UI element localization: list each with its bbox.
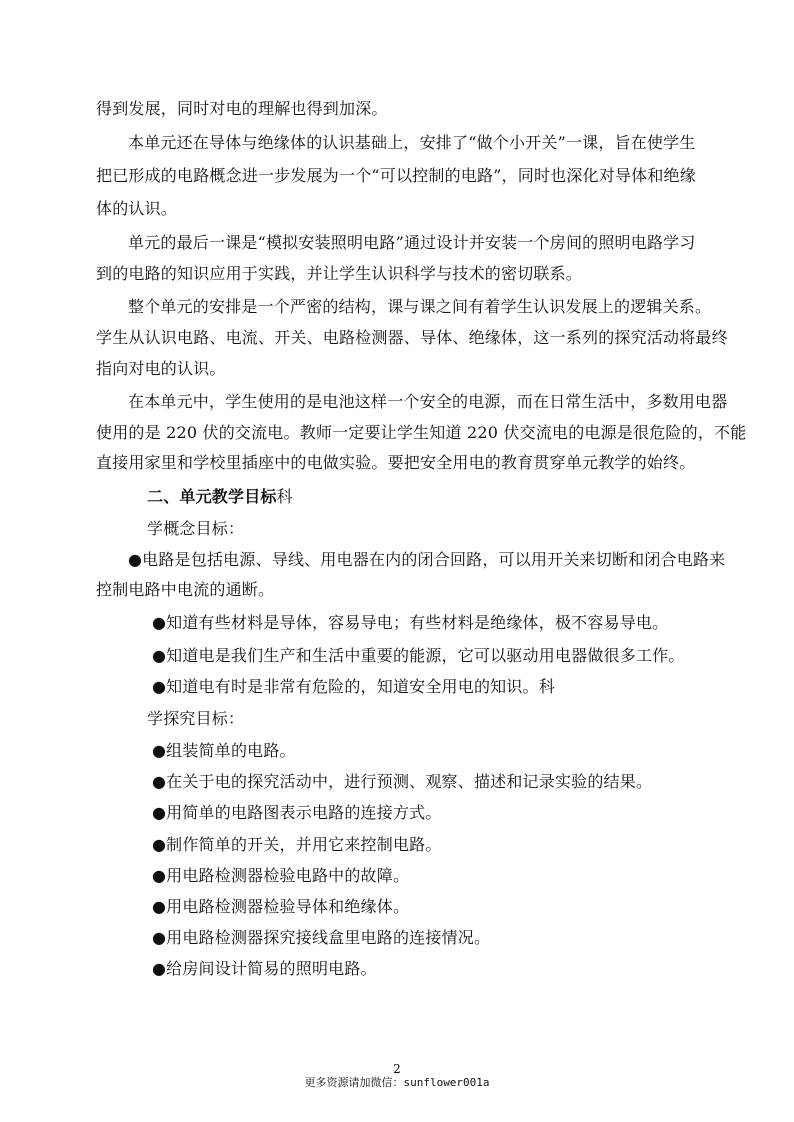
section-heading-suffix: 科 [276,487,293,506]
paragraph-1-line-3: 体的认识。 [96,199,178,218]
inquiry-item-2: ●在关于电的探究活动中，进行预测、观察、描述和记录实验的结果。 [152,772,653,791]
inquiry-item-7: ●用电路检测器探究接线盒里电路的连接情况。 [152,928,491,947]
inquiry-goals-label: 学探究目标： [147,709,245,728]
paragraph-2-line-1: 单元的最后一课是“模拟安装照明电路”通过设计并安装一个房间的照明电路学习 [128,233,696,252]
concept-item-4: ●知道电有时是非常有危险的，知道安全用电的知识。科 [152,677,555,696]
paragraph-1-line-1: 本单元还在导体与绝缘体的认识基础上，安排了“做个小开关”一课，旨在使学生 [128,133,696,152]
page-number: 2 [393,1062,401,1076]
inquiry-item-6: ●用电路检测器检验导体和绝缘体。 [152,897,410,916]
concept-item-1-line-1: ●电路是包括电源、导线、用电器在内的闭合回路，可以用开关来切断和闭合电路来 [128,550,726,569]
paragraph-4-line-2: 使用的是 220 伏的交流电。教师一定要让学生知道 220 伏交流电的电源是很危险的，不能 [96,423,747,442]
inquiry-item-1: ●组装简单的电路。 [152,741,296,760]
concept-item-2: ●知道有些材料是导体，容易导电；有些材料是绝缘体，极不容易导电。 [152,613,669,632]
paragraph-4-line-3: 直接用家里和学校里插座中的电做实验。要把安全用电的教育贯穿单元教学的始终。 [96,453,696,472]
paragraph-3-line-3: 指向对电的认识。 [96,359,226,378]
paragraph-3-line-1: 整个单元的安排是一个严密的结构，课与课之间有着学生认识发展上的逻辑关系。 [128,297,712,316]
section-heading [147,487,293,507]
section-heading-text: 二、单元教学目标 [147,487,277,506]
footer-note: 更多资源请加微信：sunflower001a [304,1076,490,1089]
inquiry-item-4: ●制作简单的开关，并用它来控制电路。 [152,835,442,854]
concept-goals-label: 学概念目标： [147,519,245,538]
paragraph-0-line-1: 得到发展，同时对电的理解也得到加深。 [96,99,388,118]
inquiry-item-3: ●用简单的电路图表示电路的连接方式。 [152,803,442,822]
paragraph-3-line-2: 学生从认识电路、电流、开关、电路检测器、导体、绝缘体，这一系列的探究活动将最终 [96,328,728,347]
paragraph-4-line-1: 在本单元中，学生使用的是电池这样一个安全的电源，而在日常生活中，多数用电器 [128,392,728,411]
concept-item-1-line-2: 控制电路中电流的通断。 [96,580,275,599]
paragraph-1-line-2: 把已形成的电路概念进一步发展为一个“可以控制的电路”，同时也深化对导体和绝缘 [96,166,696,185]
paragraph-2-line-2: 到的电路的知识应用于实践，并让学生认识科学与技术的密切联系。 [96,264,583,283]
inquiry-item-5: ●用电路检测器检验电路中的故障。 [152,866,410,885]
inquiry-item-8: ●给房间设计简易的照明电路。 [152,959,377,978]
concept-item-3: ●知道电是我们生产和生活中重要的能源，它可以驱动用电器做很多工作。 [152,646,685,665]
